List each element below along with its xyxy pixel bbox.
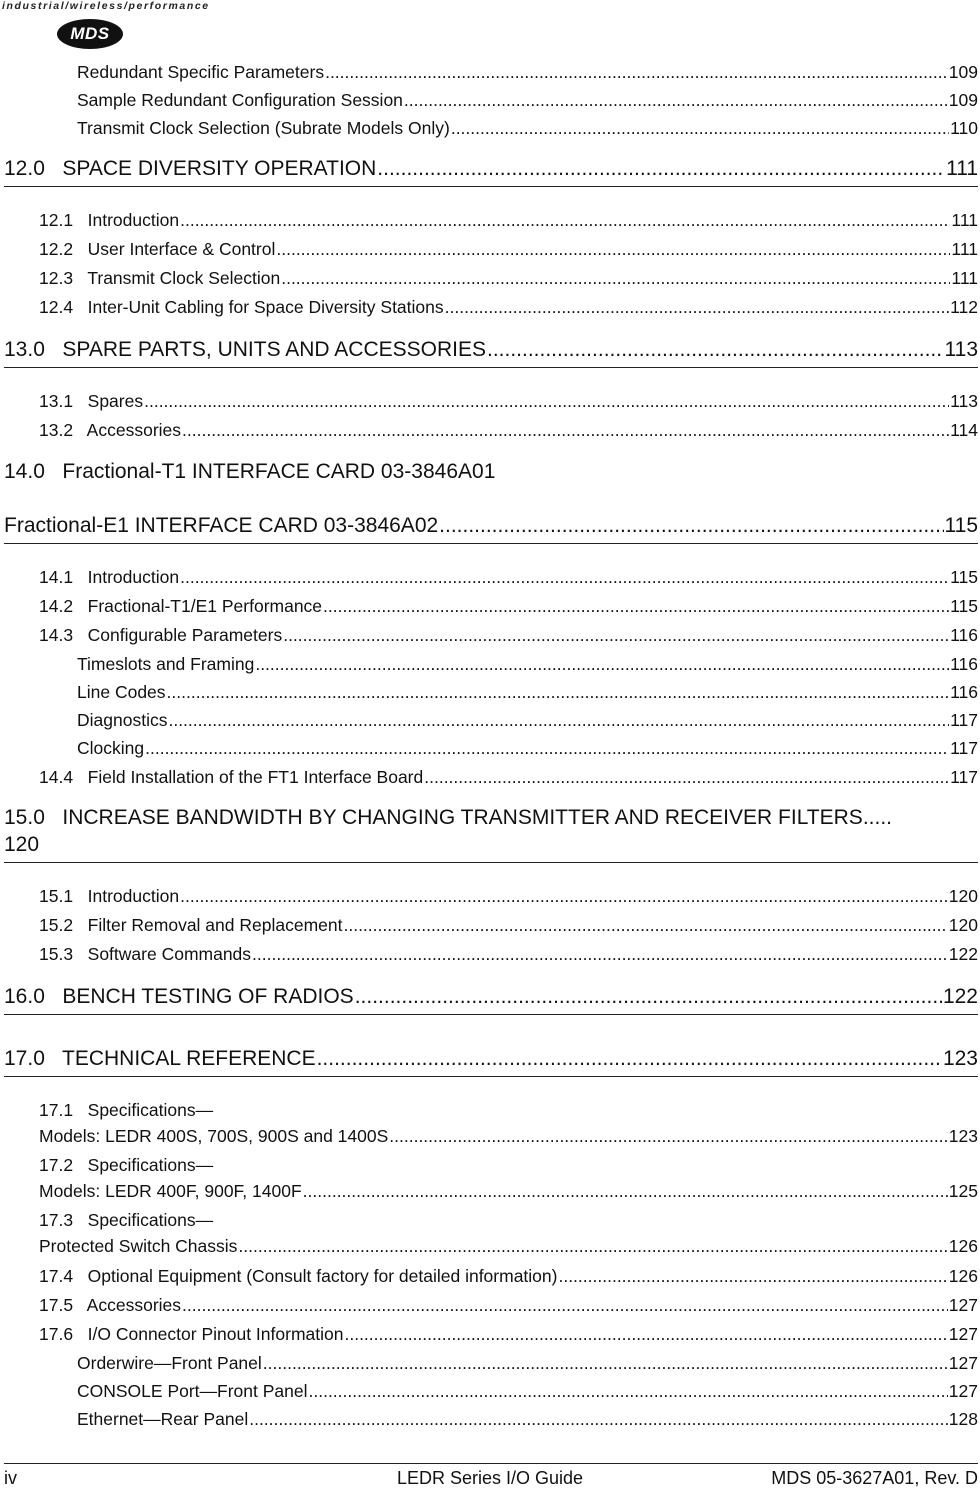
toc-entry-label: 14.3 Configurable Parameters <box>39 625 283 645</box>
toc-entry-label: 14.1 Introduction <box>39 567 180 587</box>
toc-entry-label: Redundant Specific Parameters <box>77 62 325 82</box>
toc-entry-label: 13.2 Accessories <box>39 420 182 440</box>
toc-entry[interactable] <box>39 625 978 646</box>
toc-entry-label: Models: LEDR 400S, 700S, 900S and 1400S <box>39 1126 389 1146</box>
toc-entry-page: 120 <box>948 886 978 906</box>
toc-entry-heading[interactable]: 17.1 Specifications— <box>39 1100 214 1120</box>
chapter-divider <box>4 1014 978 1015</box>
toc-entry[interactable] <box>39 767 978 788</box>
toc-entry-label: Transmit Clock Selection (Subrate Models Only) <box>77 118 450 138</box>
toc-entry-page: 113 <box>950 391 978 411</box>
toc-entry-page: 109 <box>948 90 978 110</box>
chapter-title-line[interactable]: 14.0 Fractional-T1 INTERFACE CARD 03-3846A01 <box>4 460 496 483</box>
toc-entry-label: CONSOLE Port—Front Panel <box>77 1381 308 1401</box>
toc-chapter-17[interactable] <box>4 1047 978 1071</box>
toc-entry-page: 111 <box>951 239 978 259</box>
toc-entry-page: 128 <box>948 1409 978 1429</box>
toc-entry-page: 116 <box>950 654 978 674</box>
toc-entry-label: 12.1 Introduction <box>39 210 180 230</box>
toc-entry-label: 14.2 Fractional-T1/E1 Performance <box>39 596 323 616</box>
page-header <box>0 0 980 60</box>
toc-entry[interactable] <box>39 596 978 617</box>
toc-entry-label: 13.1 Spares <box>39 391 144 411</box>
toc-entry-page: 127 <box>948 1381 978 1401</box>
toc-entry-page: 126 <box>948 1266 978 1286</box>
toc-entry[interactable] <box>39 1181 978 1202</box>
chapter-divider <box>4 543 978 544</box>
toc-entry-label: Protected Switch Chassis <box>39 1236 238 1256</box>
toc-entry-page: 120 <box>948 915 978 935</box>
chapter-page: 122 <box>942 985 978 1008</box>
toc-entry[interactable] <box>77 682 978 703</box>
toc-entry[interactable] <box>39 1324 978 1345</box>
toc-entry[interactable] <box>39 1236 978 1257</box>
footer-divider <box>4 1463 978 1464</box>
toc-entry-label: 14.4 Field Installation of the FT1 Interface Board <box>39 767 424 787</box>
toc-entry[interactable] <box>77 1381 978 1402</box>
footer-doc-id: MDS 05-3627A01, Rev. D <box>771 1468 978 1488</box>
toc-entry-label: 12.3 Transmit Clock Selection <box>39 268 281 288</box>
toc-entry[interactable] <box>77 62 978 83</box>
toc-entry-page: 127 <box>948 1353 978 1373</box>
toc-entry[interactable] <box>39 239 978 260</box>
toc-entry-page: 117 <box>950 710 978 730</box>
toc-entry-label: 15.1 Introduction <box>39 886 180 906</box>
toc-entry-page: 111 <box>951 210 978 230</box>
chapter-divider <box>4 862 978 863</box>
toc-entry[interactable] <box>39 1266 978 1287</box>
toc-chapter-16[interactable] <box>4 985 978 1009</box>
toc-entry-label: Ethernet—Rear Panel <box>77 1409 249 1429</box>
toc-chapter-13[interactable] <box>4 338 978 362</box>
toc-entry[interactable] <box>77 710 978 731</box>
toc-chapter-15[interactable] <box>4 806 892 830</box>
toc-entry-page: 114 <box>950 420 978 440</box>
toc-entry-page: 126 <box>948 1236 978 1256</box>
toc-entry-page: 110 <box>950 118 978 138</box>
toc-entry-label: Line Codes <box>77 682 166 702</box>
toc-entry-page: 115 <box>950 567 978 587</box>
toc-entry[interactable] <box>39 420 978 441</box>
toc-entry-page: 117 <box>950 767 978 787</box>
toc-entry-page: 112 <box>950 297 978 317</box>
toc-entry[interactable] <box>39 944 978 965</box>
toc-entry-label: Diagnostics <box>77 710 168 730</box>
chapter-title: 17.0 TECHNICAL REFERENCE <box>4 1047 316 1070</box>
toc-entry[interactable] <box>77 654 978 675</box>
toc-entry[interactable] <box>77 738 978 759</box>
chapter-page: 115 <box>944 514 978 537</box>
toc-entry[interactable] <box>77 118 978 139</box>
toc-entry-label: Orderwire—Front Panel <box>77 1353 262 1373</box>
toc-entry-label: 12.4 Inter-Unit Cabling for Space Diversity Stations <box>39 297 444 317</box>
chapter-page: 113 <box>944 338 978 361</box>
chapter-page: 120 <box>4 833 40 856</box>
chapter-title: 12.0 SPACE DIVERSITY OPERATION <box>4 157 377 180</box>
mds-logo: MDS <box>57 19 123 49</box>
chapter-title: 16.0 BENCH TESTING OF RADIOS <box>4 985 354 1008</box>
toc-entry[interactable] <box>39 567 978 588</box>
toc-entry-page: 127 <box>948 1295 978 1315</box>
chapter-page: 111 <box>946 157 978 180</box>
toc-entry-page: 111 <box>951 268 978 288</box>
toc-entry-page: 117 <box>950 738 978 758</box>
footer-title: LEDR Series I/O Guide <box>396 1468 584 1488</box>
toc-entry[interactable] <box>39 1295 978 1316</box>
toc-entry[interactable] <box>77 90 978 111</box>
toc-entry-label: 17.6 I/O Connector Pinout Information <box>39 1324 344 1344</box>
toc-entry-page: 109 <box>948 62 978 82</box>
toc-entry-page: 116 <box>950 682 978 702</box>
toc-entry[interactable] <box>39 1126 978 1147</box>
toc-entry[interactable] <box>39 391 978 412</box>
toc-entry-page: 122 <box>948 944 978 964</box>
toc-entry[interactable] <box>39 268 978 289</box>
toc-entry-label: 17.5 Accessories <box>39 1295 182 1315</box>
toc-entry[interactable] <box>77 1353 978 1374</box>
chapter-dots: ..... <box>862 806 893 829</box>
toc-entry-page: 123 <box>948 1126 978 1146</box>
toc-entry-page: 115 <box>950 596 978 616</box>
toc-entry-label: Sample Redundant Configuration Session <box>77 90 403 110</box>
toc-entry-label: 15.2 Filter Removal and Replacement <box>39 915 343 935</box>
toc-entry[interactable] <box>39 886 978 907</box>
chapter-divider <box>4 367 978 368</box>
toc-chapter-14[interactable] <box>4 514 978 538</box>
chapter-divider <box>4 1076 978 1077</box>
toc-entry-heading[interactable]: 17.2 Specifications— <box>39 1155 214 1175</box>
toc-entry-heading[interactable]: 17.3 Specifications— <box>39 1210 214 1230</box>
toc-chapter-12[interactable] <box>4 157 978 181</box>
toc-entry-label: 15.3 Software Commands <box>39 944 252 964</box>
toc-entry-label: 17.4 Optional Equipment (Consult factory for detailed information) <box>39 1266 558 1286</box>
toc-entry[interactable] <box>39 297 978 318</box>
chapter-title: 13.0 SPARE PARTS, UNITS AND ACCESSORIES <box>4 338 486 361</box>
toc-entry-page: 127 <box>948 1324 978 1344</box>
chapter-title: Fractional-E1 INTERFACE CARD 03-3846A02 <box>4 514 439 537</box>
toc-entry-label: 12.2 User Interface & Control <box>39 239 276 259</box>
toc-entry[interactable] <box>77 1409 978 1430</box>
toc-entry-label: Models: LEDR 400F, 900F, 1400F <box>39 1181 302 1201</box>
toc-entry-page: 125 <box>948 1181 978 1201</box>
toc-entry-label: Timeslots and Framing <box>77 654 255 674</box>
toc-entry-label: Clocking <box>77 738 145 758</box>
chapter-page: 123 <box>942 1047 978 1070</box>
footer-page-number: iv <box>4 1468 17 1488</box>
toc-entry-page: 116 <box>950 625 978 645</box>
chapter-divider <box>4 186 978 187</box>
chapter-title: 15.0 INCREASE BANDWIDTH BY CHANGING TRANSMITTER AND RECEIVER FILTERS <box>4 806 863 829</box>
brand-tagline: industrial/wireless/performance <box>2 0 210 12</box>
toc-entry[interactable] <box>39 915 978 936</box>
toc-entry[interactable] <box>39 210 978 231</box>
